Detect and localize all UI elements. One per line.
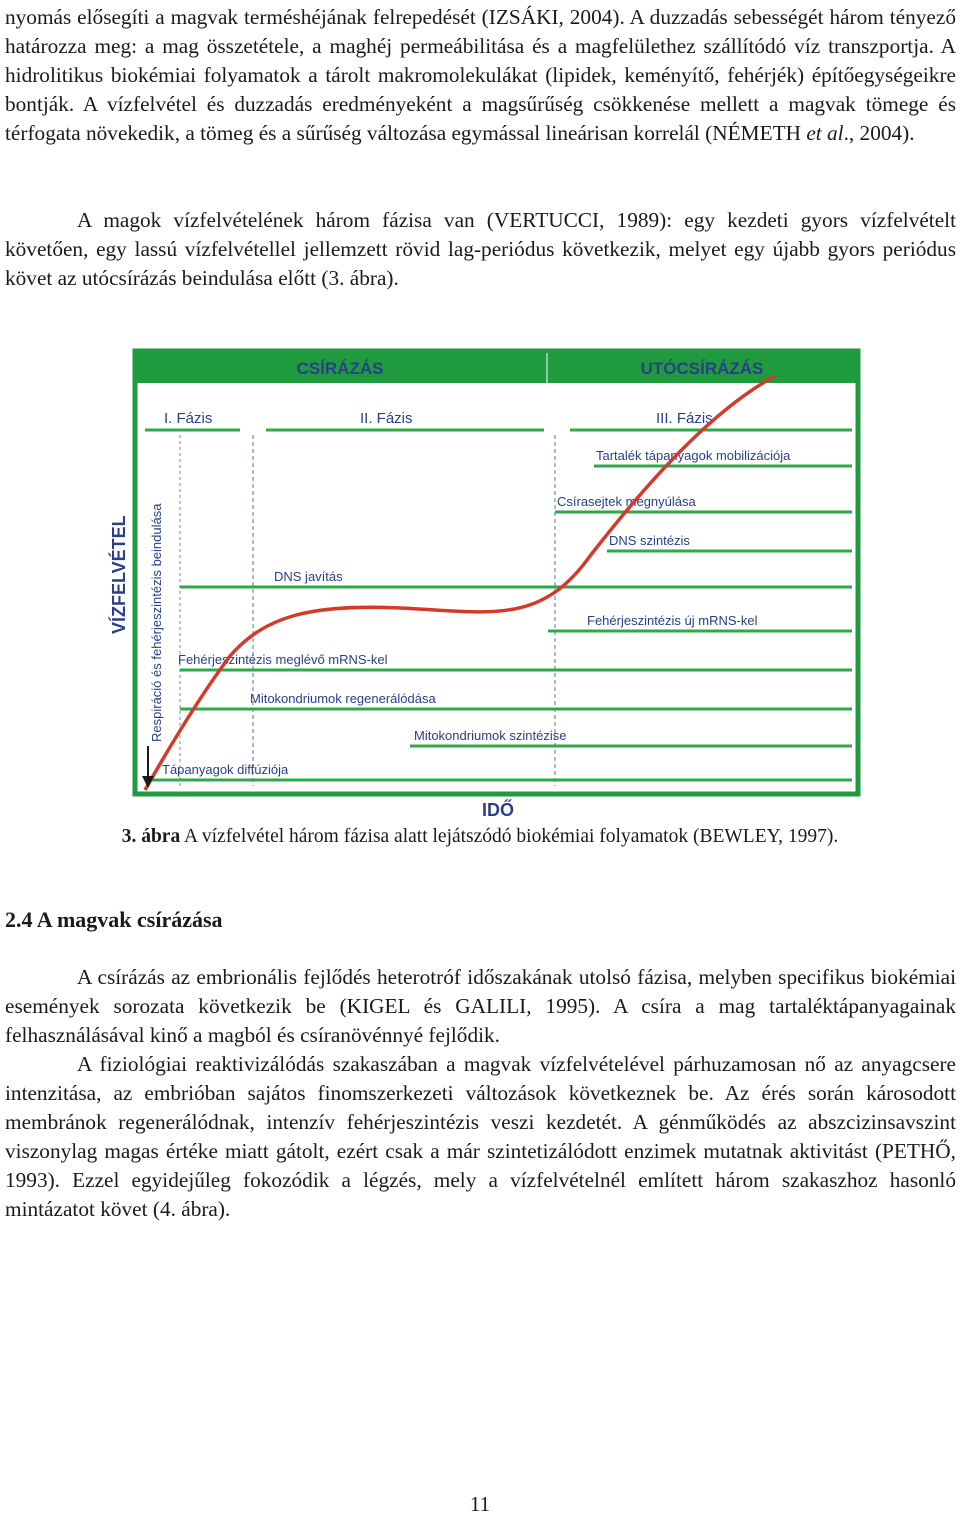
label-dns-szintezis: DNS szintézis [609, 533, 690, 548]
water-uptake-figure [100, 346, 870, 824]
label-feherje-meglevo: Fehérjeszintézis meglévő mRNS-kel [178, 652, 388, 667]
header-csirazas: CSÍRÁZÁS [296, 359, 384, 378]
paragraph-reactivation: A fiziológiai reaktivizálódás szakaszában a magvak vízfelvételével párhuzamosan nő az anyagcsere intenzitása, az embrióban sajátos finomszerkezeti változások következnek be. Az érés során károsodott membránok regenerálódnak, intenzív fehérjeszintézis veszi kezdetét. A génműködés az abszcizinsavszint viszonylag magas értéke miatt gátolt, ezért csak a már szintetizálódott enzimek mutatnak aktivitást (PETHŐ, 1993). Ezzel egyidejűleg fokozódik a légzés, mely a vízfelvételnél említett három szakaszhoz hasonló mintázatot követ (4. ábra). [5, 1052, 956, 1221]
paragraph-intro [5, 3, 956, 148]
paragraph-intro-italic: et al [806, 121, 844, 145]
header-utocsirazas: UTÓCSÍRÁZÁS [640, 359, 764, 378]
paragraph-germination: A csírázás az embrionális fejlődés heterotróf időszakának utolsó fázisa, melyben specifikus biokémiai események sorozata következik be (KIGEL és GALILI, 1995). A csíra a mag tartaléktápanyagainak felhasználásával kinő a magból és csíranövénnyé fejlődik. [5, 965, 956, 1047]
label-tapanyagok: Tápanyagok diffúziója [162, 762, 289, 777]
label-respiracio: Respiráció és fehérjeszintézis beindulása [149, 503, 164, 742]
paragraph-phases: A magok vízfelvételének három fázisa van (VERTUCCI, 1989): egy kezdeti gyors vízfelvételt követően, egy lassú vízfelvétellel jellemzett rövid lag-periódus következik, melyet egy újabb gyors periódus követ az utócsírázás beindulása előtt (3. ábra). [5, 208, 956, 290]
label-mito-szint: Mitokondriumok szintézise [414, 728, 567, 743]
figure-svg [100, 346, 870, 824]
label-feherje-uj: Fehérjeszintézis új mRNS-kel [587, 613, 758, 628]
x-axis-label: IDŐ [481, 800, 515, 820]
paragraph-intro-text: nyomás elősegíti a magvak terméshéjának felrepedését (IZSÁKI, 2004). A duzzadás sebességét három tényező határozza meg: a mag összetétele, a maghéj permeábilitása és a magfelülethez szállítódó víz transzportja. A hidrolitikus biokémiai folyamatok a tárolt makromolekulákat (lipidek, keményítő, fehérjék) építőegységeikre bontják. A vízfelvétel és duzzadás eredményeként a magsűrűség csökkenése mellett a magvak tömege és térfogata növekedik, a tömeg és a sűrűség változása egymással lineárisan korrelál (NÉMETH [5, 5, 956, 145]
label-mito-regen: Mitokondriumok regenerálódása [250, 691, 436, 706]
label-csirasejtek: Csírasejtek megnyúlása [557, 494, 696, 509]
phase-2-label: II. Fázis [360, 410, 413, 427]
label-tartalek: Tartalék tápanyagok mobilizációja [596, 448, 791, 463]
page-number: 11 [469, 1492, 491, 1516]
label-dns-javitas: DNS javítás [274, 569, 343, 584]
y-axis-label: VÍZFELVÉTEL [109, 515, 129, 634]
caption-text: A vízfelvétel három fázisa alatt lejátszódó biokémiai folyamatok (BEWLEY, 1997). [180, 826, 839, 847]
caption-number: 3. ábra [121, 826, 181, 847]
phase-3-label: III. Fázis [656, 410, 713, 427]
section-heading: 2.4 A magvak csírázása [5, 907, 223, 932]
figure-caption [0, 825, 960, 849]
phase-1-label: I. Fázis [164, 410, 213, 427]
paragraph-intro-tail: ., 2004). [843, 121, 915, 145]
